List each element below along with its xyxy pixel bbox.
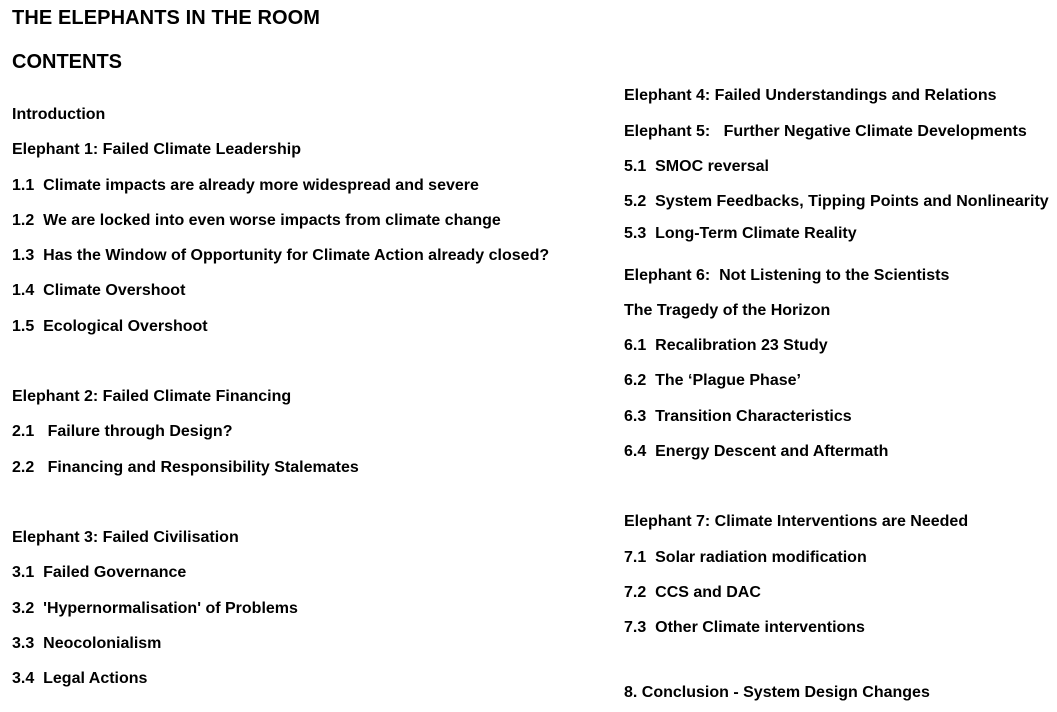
toc-entry-1-3: 1.3 Has the Window of Opportunity for Climate Action already closed? xyxy=(12,247,550,264)
toc-entry-elephant-7: Elephant 7: Climate Interventions are Needed xyxy=(624,513,969,530)
toc-entry-1-4: 1.4 Climate Overshoot xyxy=(12,282,186,299)
toc-entry-elephant-5: Elephant 5: Further Negative Climate Developments xyxy=(624,123,1027,140)
toc-entry-conclusion: 8. Conclusion - System Design Changes xyxy=(624,684,930,701)
toc-entry-2-1: 2.1 Failure through Design? xyxy=(12,423,233,440)
toc-entry-elephant-4: Elephant 4: Failed Understandings and Relations xyxy=(624,87,997,104)
toc-entry-5-2: 5.2 System Feedbacks, Tipping Points and Nonlinearity xyxy=(624,193,1049,210)
toc-entry-7-2: 7.2 CCS and DAC xyxy=(624,584,761,601)
toc-entry-7-1: 7.1 Solar radiation modification xyxy=(624,549,867,566)
toc-entry-2-2: 2.2 Financing and Responsibility Stalemates xyxy=(12,459,359,476)
toc-entry-6-3: 6.3 Transition Characteristics xyxy=(624,408,852,425)
toc-entry-elephant-6: Elephant 6: Not Listening to the Scientists xyxy=(624,267,950,284)
toc-entry-3-3: 3.3 Neocolonialism xyxy=(12,635,162,652)
toc-entry-introduction: Introduction xyxy=(12,106,106,123)
toc-entry-1-2: 1.2 We are locked into even worse impacts from climate change xyxy=(12,212,501,229)
toc-entry-tragedy-of-horizon: The Tragedy of the Horizon xyxy=(624,302,831,319)
toc-entry-5-3: 5.3 Long-Term Climate Reality xyxy=(624,225,857,242)
toc-entry-elephant-2: Elephant 2: Failed Climate Financing xyxy=(12,388,292,405)
toc-entry-6-2: 6.2 The ‘Plague Phase’ xyxy=(624,372,801,389)
toc-entry-6-1: 6.1 Recalibration 23 Study xyxy=(624,337,828,354)
toc-entry-3-4: 3.4 Legal Actions xyxy=(12,670,148,687)
toc-entry-elephant-1: Elephant 1: Failed Climate Leadership xyxy=(12,141,301,158)
toc-entry-1-1: 1.1 Climate impacts are already more widespread and severe xyxy=(12,177,479,194)
toc-entry-5-1: 5.1 SMOC reversal xyxy=(624,158,769,175)
toc-entry-elephant-3: Elephant 3: Failed Civilisation xyxy=(12,529,239,546)
toc-entry-3-2: 3.2 'Hypernormalisation' of Problems xyxy=(12,600,298,617)
toc-entry-7-3: 7.3 Other Climate interventions xyxy=(624,619,865,636)
toc-entry-1-5: 1.5 Ecological Overshoot xyxy=(12,318,208,335)
contents-heading: CONTENTS xyxy=(12,51,122,73)
document-title: THE ELEPHANTS IN THE ROOM xyxy=(12,7,321,29)
toc-entry-3-1: 3.1 Failed Governance xyxy=(12,564,187,581)
toc-entry-6-4: 6.4 Energy Descent and Aftermath xyxy=(624,443,889,460)
